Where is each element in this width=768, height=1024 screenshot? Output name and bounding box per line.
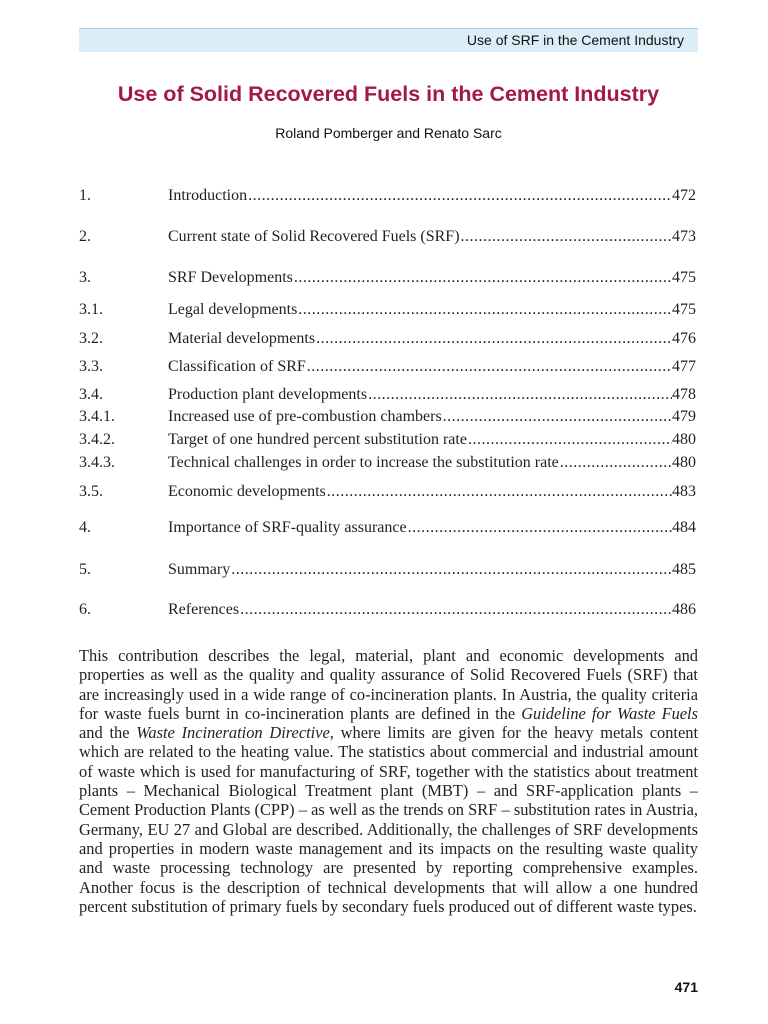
toc-entry-page: 475 [672,269,696,286]
toc-leader-dots [460,227,672,247]
toc-entry-number: 3.2. [79,330,103,347]
toc-entry-page: 486 [672,601,696,618]
toc-entry[interactable] [79,186,696,206]
toc-entry[interactable] [79,482,696,502]
toc-entry-title: Summary [168,561,231,578]
toc-leader-dots [326,482,672,502]
toc-leader-dots [297,300,672,320]
toc-entry-number: 3.4.1. [79,408,115,425]
toc-leader-dots [315,329,672,349]
toc-leader-dots [293,268,672,288]
toc-leader-dots [247,186,672,206]
toc-entry-number: 3.4.3. [79,454,115,471]
toc-leader-dots [467,430,672,450]
toc-leader-dots [559,453,672,473]
toc-entry-number: 6. [79,601,91,618]
toc-entry-page: 477 [672,358,696,375]
toc-entry[interactable] [79,453,696,473]
toc-entry-title: Production plant developments [168,386,368,403]
toc-entry[interactable] [79,560,696,580]
toc-entry-title: Material developments [168,330,316,347]
toc-entry-page: 475 [672,301,696,318]
toc-entry-page: 484 [672,519,696,536]
toc-entry-number: 2. [79,228,91,245]
toc-entry-number: 4. [79,519,91,536]
toc-entry[interactable] [79,385,696,405]
toc-entry-page: 476 [672,330,696,347]
toc-entry-page: 472 [672,187,696,204]
abstract-paragraph [79,646,698,916]
toc-entry-page: 485 [672,561,696,578]
abstract-text: , where limits are given for the heavy metals content which are related to the heating value. The statistics about commercial and industrial amount of waste which is used for manufacturing of SRF, together with the statistics about treatment plants – Mechanical Biological Treatment plant (MBT) – and SRF-application plants – Cement Production Plants (CPP) – as well as the trends on SRF – substitution rates in Austria, Germany, EU 27 and Global are described. Additionally, the challenges of SRF developments and properties in modern waste management and its impacts on the resulting waste quality and waste processing technology are presented by reporting comprehensive examples. Another focus is the description of technical developments that will allow a one hundred percent substitution of primary fuels by secondary fuels produced out of different waste types. [79,723,699,916]
authors: Roland Pomberger and Renato Sarc [275,125,502,141]
toc-leader-dots [442,407,672,427]
directive-title: Waste Incineration Directive [136,723,330,743]
toc-entry-number: 3.4. [79,386,103,403]
toc-entry-page: 479 [672,408,696,425]
toc-entry-page: 480 [672,431,696,448]
abstract-text: This contribution describes the legal, material, plant and economic developments and properties as well as the quality and quality assurance of Solid Recovered Fuels (SRF) that are increasingly used in a wide range of co-incineration plants. In Austria, the quality criteria for waste fuels burnt in co-incineration plants are defined in the [79,646,698,723]
toc-entry-title: SRF Developments [168,269,293,286]
toc-entry-title: Current state of Solid Recovered Fuels (SRF) [168,228,460,245]
toc-entry-title: Classification of SRF [168,358,306,375]
running-header [79,28,698,52]
toc-entry-title: Increased use of pre-combustion chambers [168,408,442,425]
toc-entry-title: References [168,601,240,618]
toc-entry[interactable] [79,430,696,450]
toc-entry[interactable] [79,407,696,427]
toc-entry-title: Legal developments [168,301,298,318]
abstract-text: and the [79,723,137,743]
guideline-title: Guideline for Waste Fuels [521,703,698,723]
toc-entry-page: 478 [672,386,696,403]
toc-entry[interactable] [79,227,696,247]
toc-leader-dots [407,518,672,538]
toc-leader-dots [306,357,672,377]
toc-entry-title: Introduction [168,187,248,204]
toc-entry[interactable] [79,329,696,349]
toc-entry-number: 3.1. [79,301,103,318]
toc-entry[interactable] [79,268,696,288]
toc-entry-number: 1. [79,187,91,204]
toc-entry-page: 483 [672,483,696,500]
toc-entry[interactable] [79,300,696,320]
toc-entry-title: Target of one hundred percent substitution rate [168,431,467,448]
toc-entry[interactable] [79,357,696,377]
toc-entry-title: Economic developments [168,483,326,500]
toc-entry-number: 3.3. [79,358,103,375]
page-number: 471 [674,979,698,995]
toc-entry[interactable] [79,518,696,538]
toc-leader-dots [230,560,672,580]
toc-entry-number: 3.4.2. [79,431,115,448]
toc-leader-dots [367,385,672,405]
chapter-title: Use of Solid Recovered Fuels in the Cement Industry [117,82,660,106]
toc-entry-page: 473 [672,228,696,245]
toc-entry-page: 480 [672,454,696,471]
toc-entry[interactable] [79,600,696,620]
toc-entry-number: 5. [79,561,91,578]
toc-leader-dots [239,600,672,620]
running-header-title: Use of SRF in the Cement Industry [466,32,684,48]
toc-entry-number: 3.5. [79,483,103,500]
toc-entry-title: Importance of SRF-quality assurance [168,519,407,536]
toc-entry-title: Technical challenges in order to increase the substitution rate [168,454,559,471]
toc-entry-number: 3. [79,269,91,286]
